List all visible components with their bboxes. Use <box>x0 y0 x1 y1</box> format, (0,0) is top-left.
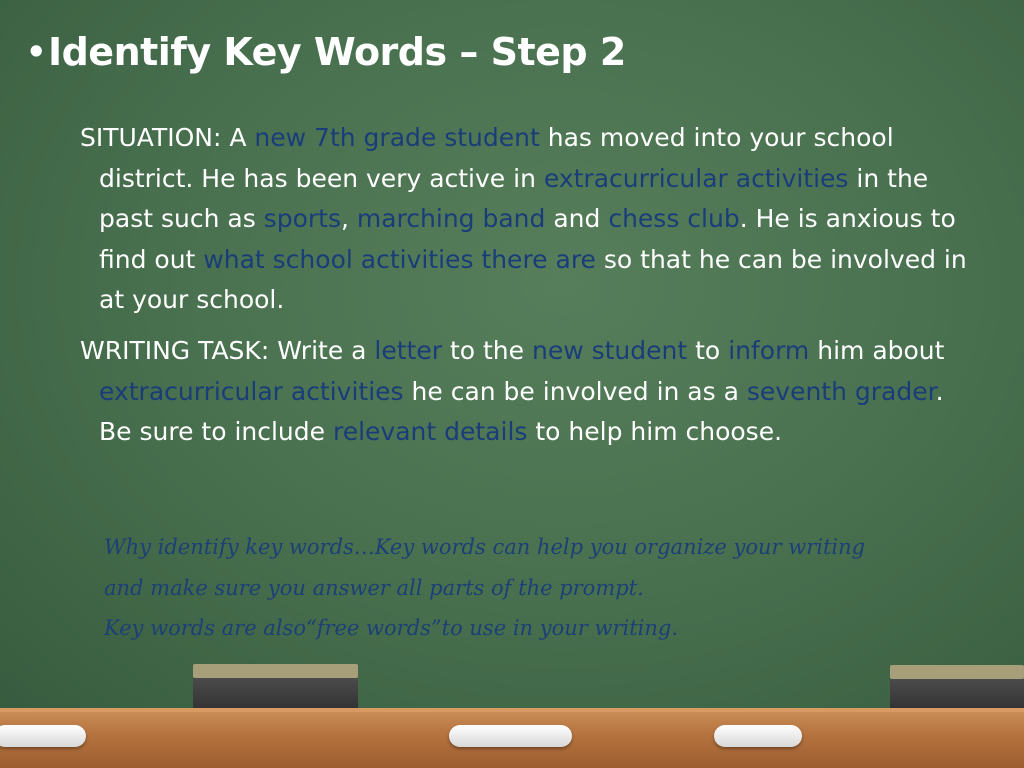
key-words-note <box>104 527 865 649</box>
text-segment: and <box>545 204 609 233</box>
text-segment: in the past such as <box>99 163 929 233</box>
keyword: letter <box>374 336 443 365</box>
keyword: extracurricular activities <box>99 376 404 406</box>
note-line-3: Key words are also“free words”to use in your writing. <box>104 616 679 640</box>
text-segment: . He is anxious to find out <box>99 204 956 274</box>
text-segment: SITUATION: A <box>80 123 255 152</box>
title-bullet: • <box>26 33 46 71</box>
text-segment: to <box>687 336 729 365</box>
note-line-2: and make sure you answer all parts of the prompt. <box>104 575 644 600</box>
text-segment: , <box>340 204 357 233</box>
text-segment: . Be sure to include <box>99 376 944 446</box>
text-segment: so that he can be involved in at your school. <box>99 244 967 314</box>
text-segment: him about <box>809 336 945 365</box>
chalk-piece-1 <box>0 725 86 747</box>
keyword: new 7th grade student <box>254 123 540 152</box>
keyword: chess club <box>608 204 740 233</box>
keyword: marching band <box>356 204 546 233</box>
writing-task-paragraph <box>80 331 979 453</box>
keyword: relevant details <box>332 417 528 446</box>
keyword: what school activities there are <box>203 244 596 274</box>
text-segment: has moved into your school district. He has been very active in <box>99 123 894 193</box>
keyword: sports <box>263 204 341 233</box>
keyword: extracurricular activities <box>543 163 849 193</box>
title-text: Identify Key Words – Step 2 <box>47 30 626 74</box>
text-segment: he can be involved in as a <box>403 376 747 406</box>
situation-paragraph <box>80 118 979 321</box>
slide-title <box>26 30 626 74</box>
keyword: new student <box>531 336 688 365</box>
text-segment: to help him choose. <box>527 417 783 446</box>
chalk-piece-2 <box>449 725 572 747</box>
text-segment: WRITING TASK: Write a <box>80 336 375 365</box>
note-line-1: Why identify key words…Key words can help you organize your writing <box>104 535 866 559</box>
keyword: seventh grader <box>746 376 936 406</box>
text-segment: to the <box>442 336 532 365</box>
chalk-piece-3 <box>714 725 802 747</box>
keyword: inform <box>728 336 810 365</box>
